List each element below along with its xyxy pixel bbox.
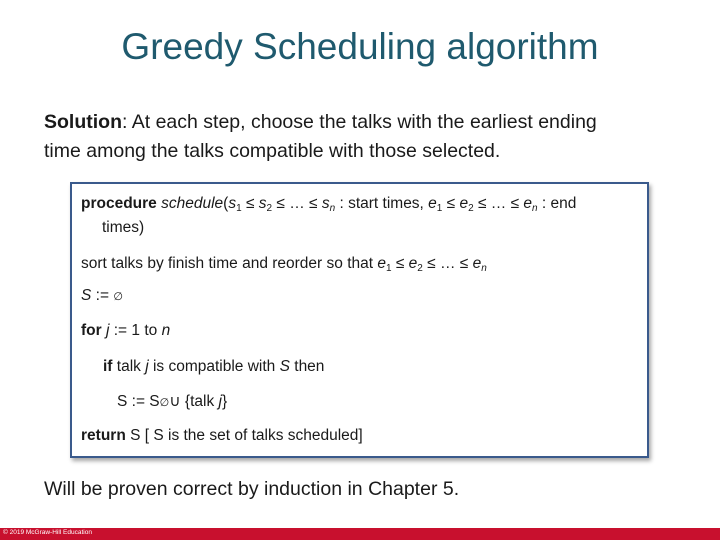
leq: ≤ (442, 195, 460, 212)
solution-line-2: time among the talks compatible with those selected. (44, 140, 501, 162)
var-en: e (523, 195, 533, 212)
sort-line (81, 255, 487, 274)
assign-op: := (91, 287, 114, 304)
var-S: S (279, 358, 290, 375)
leq: ≤ (241, 195, 259, 212)
union-line (117, 392, 227, 411)
return-line (81, 427, 363, 445)
sub-1: 1 (385, 263, 392, 274)
solution-paragraph (44, 108, 684, 166)
procedure-header-line (81, 195, 576, 214)
return-text: S [ S is the set of talks scheduled] (125, 427, 363, 444)
init-line (81, 287, 123, 305)
sub-n: n (329, 203, 336, 214)
var-e2: e (459, 195, 469, 212)
var-j: j (218, 393, 222, 410)
if-then: then (289, 358, 325, 375)
var-s2: s (258, 195, 267, 212)
for-line (81, 322, 170, 340)
start-times-label: : start times, (335, 195, 429, 212)
sub-n: n (481, 263, 487, 274)
for-range: := 1 to (109, 322, 162, 339)
sort-text: sort talks by finish time and reorder so that (81, 255, 378, 272)
end-times-label: : end (537, 195, 577, 212)
var-s1: s (228, 195, 237, 212)
var-sn: s (321, 195, 330, 212)
ellipsis: … (289, 195, 305, 212)
procedure-name: schedule (161, 195, 224, 212)
var-en: e (472, 255, 482, 272)
slide-title: Greedy Scheduling algorithm (121, 26, 599, 67)
leq: ≤ (455, 255, 473, 272)
if-talk: talk (112, 358, 146, 375)
solution-label: Solution (44, 111, 122, 133)
var-n: n (161, 322, 171, 339)
union-lhs: S := S (117, 393, 160, 410)
sub-2: 2 (468, 203, 474, 214)
var-e2: e (408, 255, 418, 272)
var-e1: e (428, 195, 437, 212)
ellipsis: … (490, 195, 507, 212)
ellipsis: … (439, 255, 456, 272)
sub-n: n (532, 203, 538, 214)
sub-2: 2 (417, 263, 423, 274)
leq: ≤ (422, 255, 440, 272)
solution-line-1 (44, 108, 684, 137)
procedure-header-continuation: times) (102, 219, 145, 236)
algorithm-box (70, 182, 649, 458)
var-j: j (145, 358, 149, 375)
footer-bar (0, 528, 720, 540)
union-talk: {talk (184, 393, 219, 410)
sub-1: 1 (236, 203, 242, 214)
sub-1: 1 (436, 203, 443, 214)
copyright-notice: © 2019 McGraw-Hill Education (3, 529, 92, 536)
union-symbol: ∪ (169, 393, 181, 410)
keyword-return: return (81, 427, 126, 444)
leq: ≤ (391, 255, 409, 272)
leq: ≤ (473, 195, 491, 212)
var-e1: e (377, 255, 386, 272)
if-line (103, 358, 324, 376)
var-j: j (105, 322, 110, 339)
keyword-procedure: procedure (81, 195, 157, 212)
sub-2: 2 (266, 203, 273, 214)
empty-set-symbol: ∅ (113, 291, 123, 303)
if-compatible: is compatible with (148, 358, 280, 375)
paren-open: ( (223, 195, 229, 212)
var-S: S (81, 287, 92, 304)
leq: ≤ (272, 195, 290, 212)
keyword-for: for (81, 322, 102, 339)
empty-set-symbol: ∅ (159, 397, 170, 409)
solution-text-1: : At each step, choose the talks with the earliest ending (121, 111, 597, 133)
brace-close: } (221, 393, 228, 410)
leq: ≤ (506, 195, 524, 212)
keyword-if: if (103, 358, 113, 375)
leq: ≤ (304, 195, 322, 212)
closing-statement: Will be proven correct by induction in Chapter 5. (44, 478, 460, 500)
